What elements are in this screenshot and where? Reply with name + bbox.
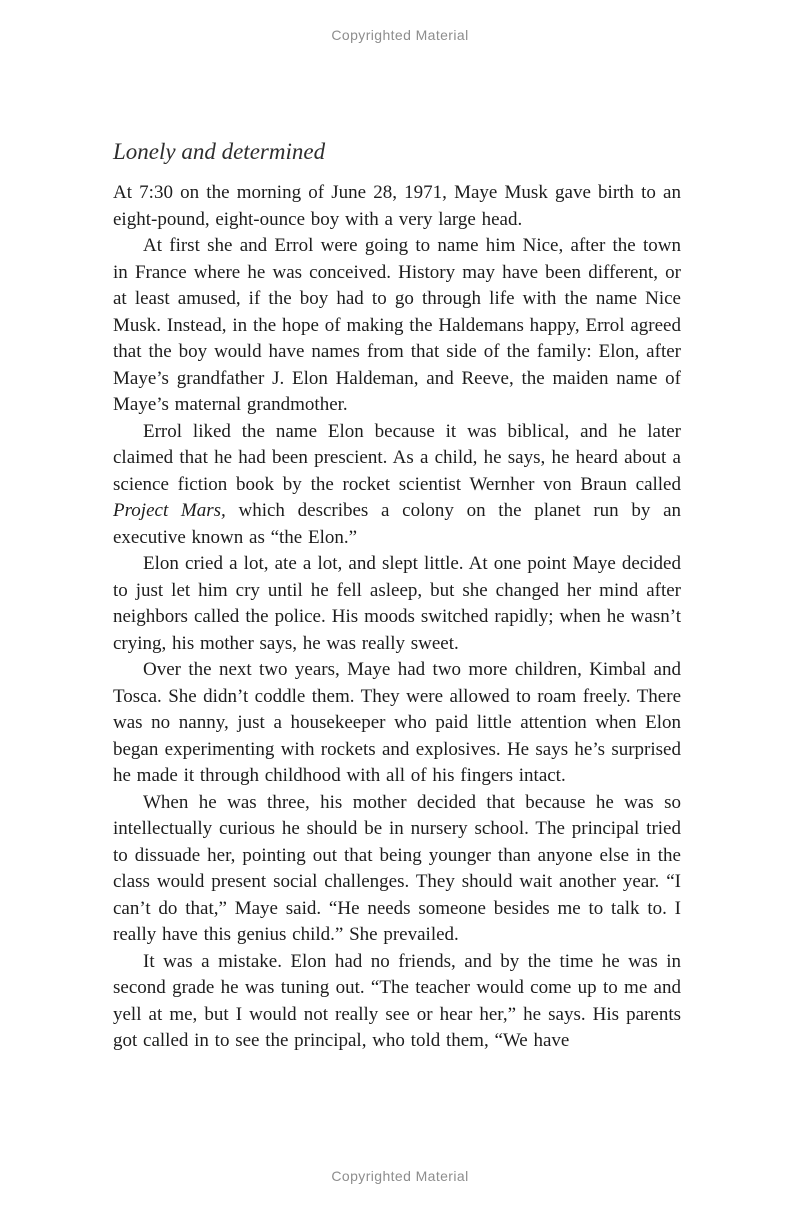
paragraph xyxy=(113,949,681,1055)
text-segment: Over the next two years, Maye had two more children, Kimbal and Tosca. She didn’t coddle them. They were allowed to roam freely. There was no nanny, just a housekeeper who paid little attention when Elon began experimenting with rockets and explosives. He says he’s surprised he made it through childhood with all of his fingers intact. xyxy=(113,659,681,786)
copyright-notice-top: Copyrighted Material xyxy=(331,27,469,43)
body-text xyxy=(113,180,681,1055)
paragraph xyxy=(113,180,681,233)
page-content xyxy=(113,138,681,1055)
text-segment: At first she and Errol were going to name him Nice, after the town in France where he was conceived. History may have been different, or at least amused, if the boy had to go through life with the name Nice Musk. Instead, in the hope of making the Haldemans happy, Errol agreed that the boy would have names from that side of the family: Elon, after Maye’s grandfather J. Elon Haldeman, and Reeve, the maiden name of Maye’s maternal grandmother. xyxy=(113,235,681,415)
text-segment: At 7:30 on the morning of June 28, 1971, Maye Musk gave birth to an eight-pound, eight-ounce boy with a very large head. xyxy=(113,182,681,230)
copyright-notice-bottom: Copyrighted Material xyxy=(331,1168,469,1184)
paragraph xyxy=(113,419,681,552)
paragraph xyxy=(113,551,681,657)
text-segment: Errol liked the name Elon because it was biblical, and he later claimed that he had been prescient. As a child, he says, he heard about a science fiction book by the rocket scientist Wernher von Braun called xyxy=(113,420,681,495)
text-segment: When he was three, his mother decided that because he was so intellectually curious he should be in nursery school. The principal tried to dissuade her, pointing out that being younger than anyone else in the class would present social challenges. They should wait another year. “I can’t do that,” Maye said. “He needs someone besides me to talk to. I really have this genius child.” She prevailed. xyxy=(113,791,681,945)
section-heading: Lonely and determined xyxy=(113,139,326,164)
italic-text-segment: Project Mars, xyxy=(113,500,226,521)
paragraph xyxy=(113,233,681,419)
text-segment: Elon cried a lot, ate a lot, and slept little. At one point Maye decided to just let him cry until he fell asleep, but she changed her mind after neighbors called the police. His moods switched rapidly; when he wasn’t crying, his mother says, he was really sweet. xyxy=(113,553,681,654)
paragraph xyxy=(113,657,681,790)
paragraph xyxy=(113,790,681,949)
text-segment: which describes a colony on the planet run by an executive known as “the Elon.” xyxy=(113,500,681,548)
text-segment: It was a mistake. Elon had no friends, and by the time he was in second grade he was tuning out. “The teacher would come up to me and yell at me, but I would not really see or hear her,” he says. His parents got called in to see the principal, who told them, “We have xyxy=(113,950,681,1051)
